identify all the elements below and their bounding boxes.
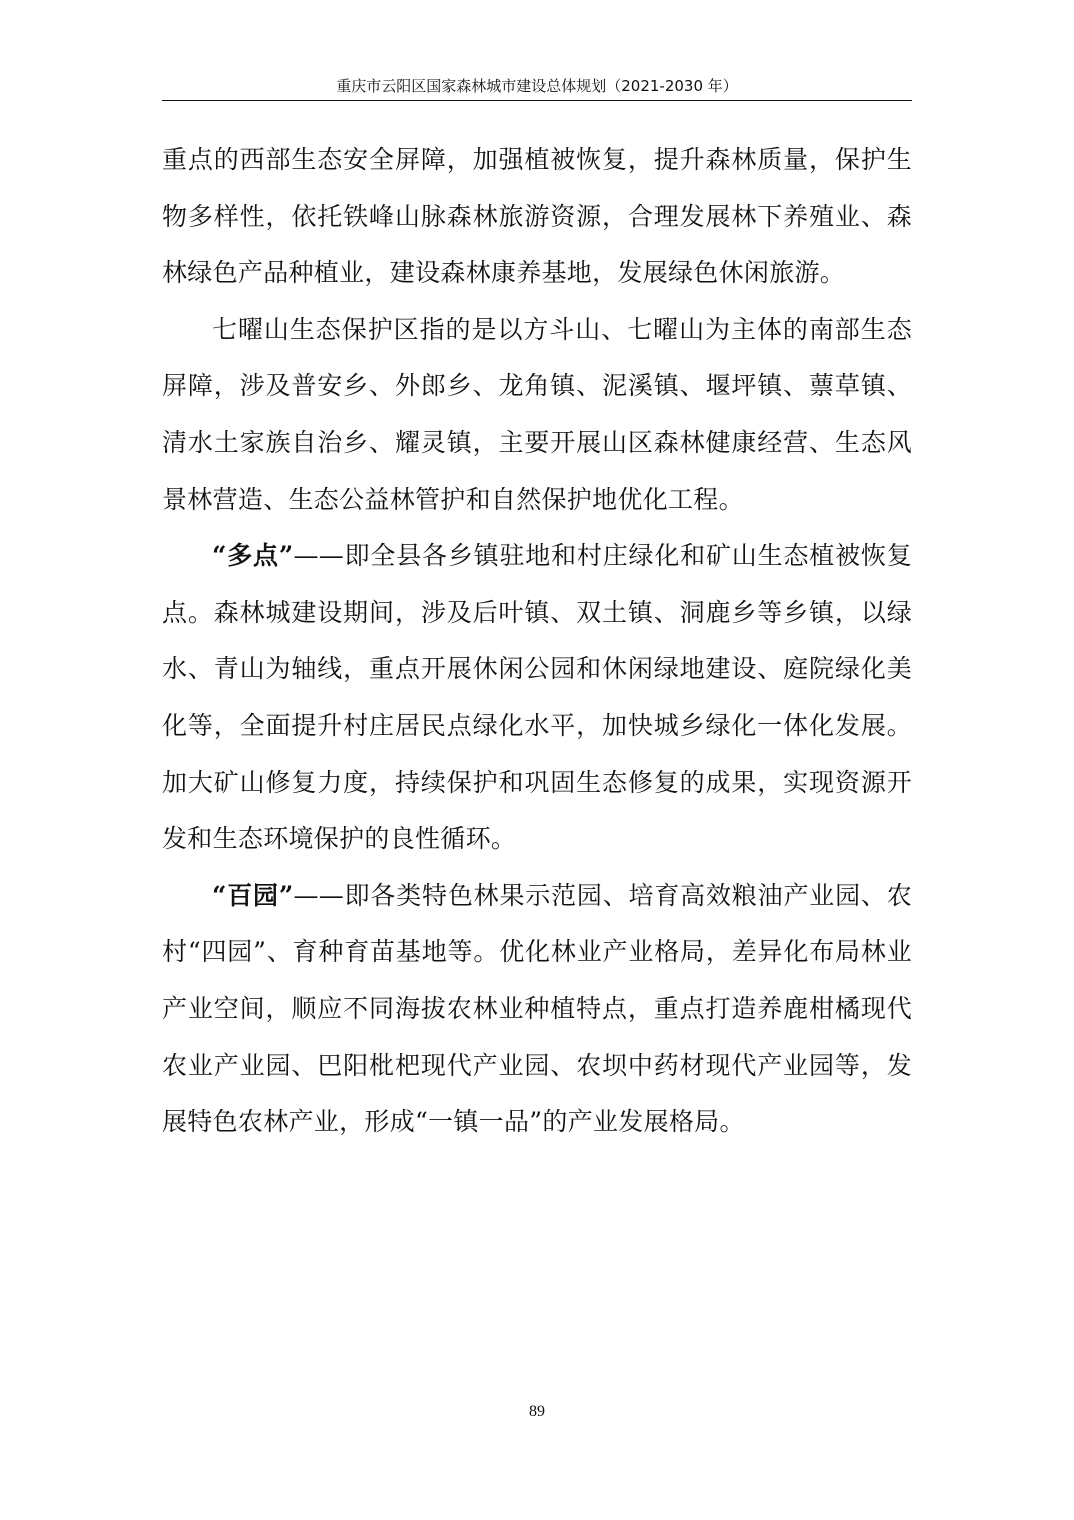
paragraph-baiyuan [162, 868, 912, 1151]
header-divider [162, 100, 912, 101]
paragraph-qiyaoshan-zone: 七曜山生态保护区指的是以方斗山、七曜山为主体的南部生态屏障，涉及普安乡、外郎乡、龙角镇、泥溪镇、堰坪镇、蔈草镇、清水土家族自治乡、耀灵镇，主要开展山区森林健康经营、生态风景林营造、生态公益林管护和自然保护地优化工程。 [162, 314, 912, 514]
page-number: 89 [529, 1403, 545, 1420]
baiyuan-text: ——即各类特色林果示范园、培育高效粮油产业园、农村“四园”、育种育苗基地等。优化林业产业格局，差异化布局林业产业空间，顺应不同海拔农林业种植特点，重点打造养鹿柑橘现代农业产业园、巴阳枇杷现代产业园、农坝中药材现代产业园等，发展特色农林产业，形成“一镇一品”的产业发展格局。 [162, 880, 912, 1137]
duodian-text: ——即全县各乡镇驻地和村庄绿化和矿山生态植被恢复点。森林城建设期间，涉及后叶镇、双土镇、洞鹿乡等乡镇，以绿水、青山为轴线，重点开展休闲公园和休闲绿地建设、庭院绿化美化等，全面提升村庄居民点绿化水平，加快城乡绿化一体化发展。加大矿山修复力度，持续保护和巩固生态修复的成果，实现资源开发和生态环境保护的良性循环。 [162, 541, 912, 854]
paragraph-western-barrier: 重点的西部生态安全屏障，加强植被恢复，提升森林质量，保护生物多样性，依托铁峰山脉森林旅游资源，合理发展林下养殖业、森林绿色产品种植业，建设森林康养基地，发展绿色休闲旅游。 [162, 145, 912, 288]
paragraph-duodian [162, 528, 912, 868]
duodian-heading: “多点” [212, 541, 294, 571]
running-header: 重庆市云阳区国家森林城市建设总体规划（2021-2030 年） [336, 77, 738, 95]
document-body [162, 132, 912, 1151]
baiyuan-heading: “百园” [212, 880, 294, 910]
